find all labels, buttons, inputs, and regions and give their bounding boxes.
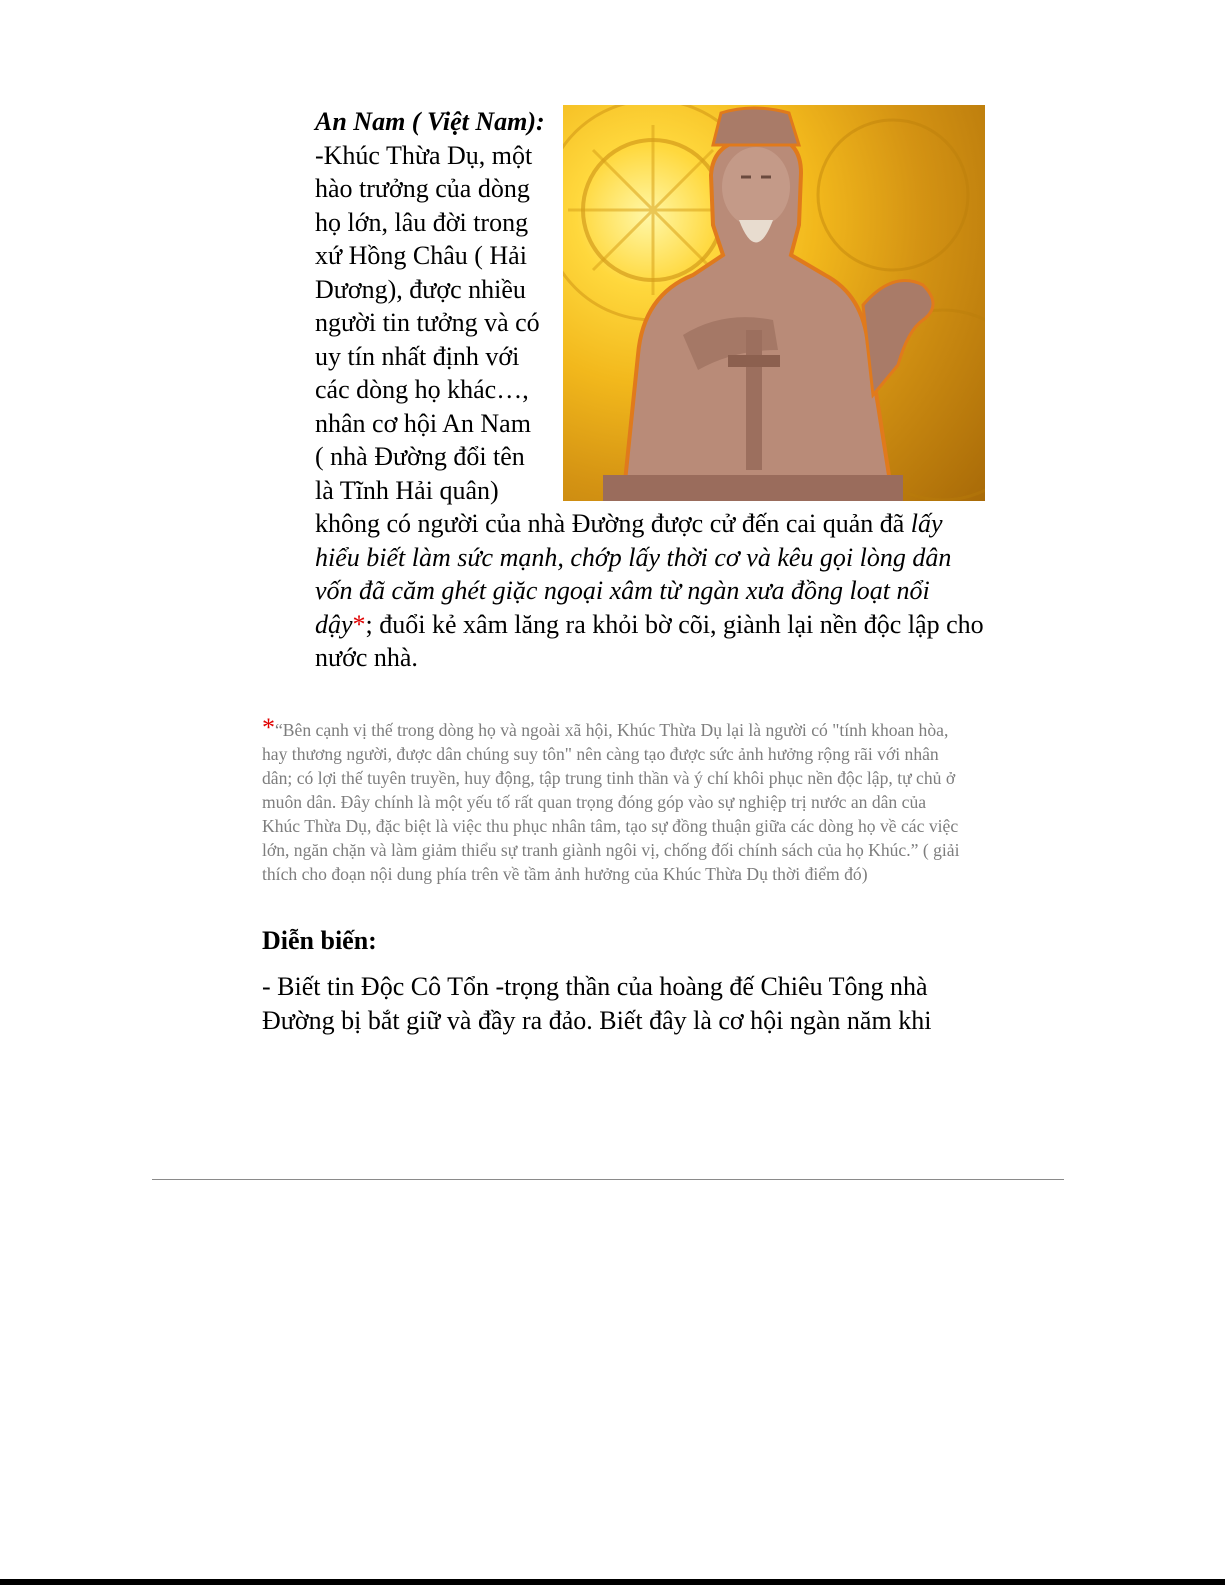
intro-text-part1: -Khúc Thừa Dụ, một hào trưởng của dòng họ lớn, lâu đời trong xứ Hồng Châu ( Hải Dương), được nhiều người tin tưởng và có uy tín nhất định với các dòng họ khác…, nhân cơ hội An Nam ( nhà Đường đổi tên là Tĩnh Hải quân) không có người của nhà Đường được cử đến cai quản đã xyxy=(315,140,911,538)
intro-section xyxy=(315,105,985,675)
region-label: An Nam ( Việt Nam): xyxy=(315,107,545,136)
page-bottom-edge xyxy=(0,1579,1225,1585)
page-divider xyxy=(152,1179,1064,1180)
statue-illustration xyxy=(563,105,985,501)
intro-text-part2: ; đuổi kẻ xâm lăng ra khỏi bờ cõi, giành lại nền độc lập cho nước nhà. xyxy=(315,609,984,672)
intro-text-italic: lấy hiểu biết làm sức mạnh, chớp lấy thời cơ và kêu gọi lòng dân vốn đã căm ghét giặc ngoại xâm từ ngàn xưa đồng loạt nổi dậy xyxy=(315,509,952,639)
footnote-marker: * xyxy=(352,609,366,639)
footnote-star: * xyxy=(262,713,275,742)
footnote-text: “Bên cạnh vị thế trong dòng họ và ngoài xã hội, Khúc Thừa Dụ lại là người có "tính khoan hòa, hay thương người, được dân chúng suy tôn" nên càng tạo được sức ảnh hưởng rộng rãi với nhân dân; có lợi thế tuyên truyền, huy động, tập trung tinh thần và ý chí khôi phục nền độc lập, tự chủ ở muôn dân. Đây chính là một yếu tố rất quan trọng đóng góp vào sự nghiệp trị nước an dân của Khúc Thừa Dụ, đặc biệt là việc thu phục nhân tâm, tạo sự đồng thuận giữa các dòng họ về các việc lớn, ngăn chặn và làm giảm thiểu sự tranh giành ngôi vị, chống đối chính sách của họ Khúc.” ( giải thích cho đoạn nội dung phía trên về tầm ảnh hưởng của Khúc Thừa Dụ thời điểm đó) xyxy=(262,720,960,884)
section-paragraph: - Biết tin Độc Cô Tổn -trọng thần của hoàng đế Chiêu Tông nhà Đường bị bắt giữ và đầy ra đảo. Biết đây là cơ hội ngàn năm khi xyxy=(262,972,932,1035)
footnote xyxy=(262,713,967,886)
statue-image xyxy=(563,105,985,501)
section-heading: Diễn biến: xyxy=(262,926,377,955)
